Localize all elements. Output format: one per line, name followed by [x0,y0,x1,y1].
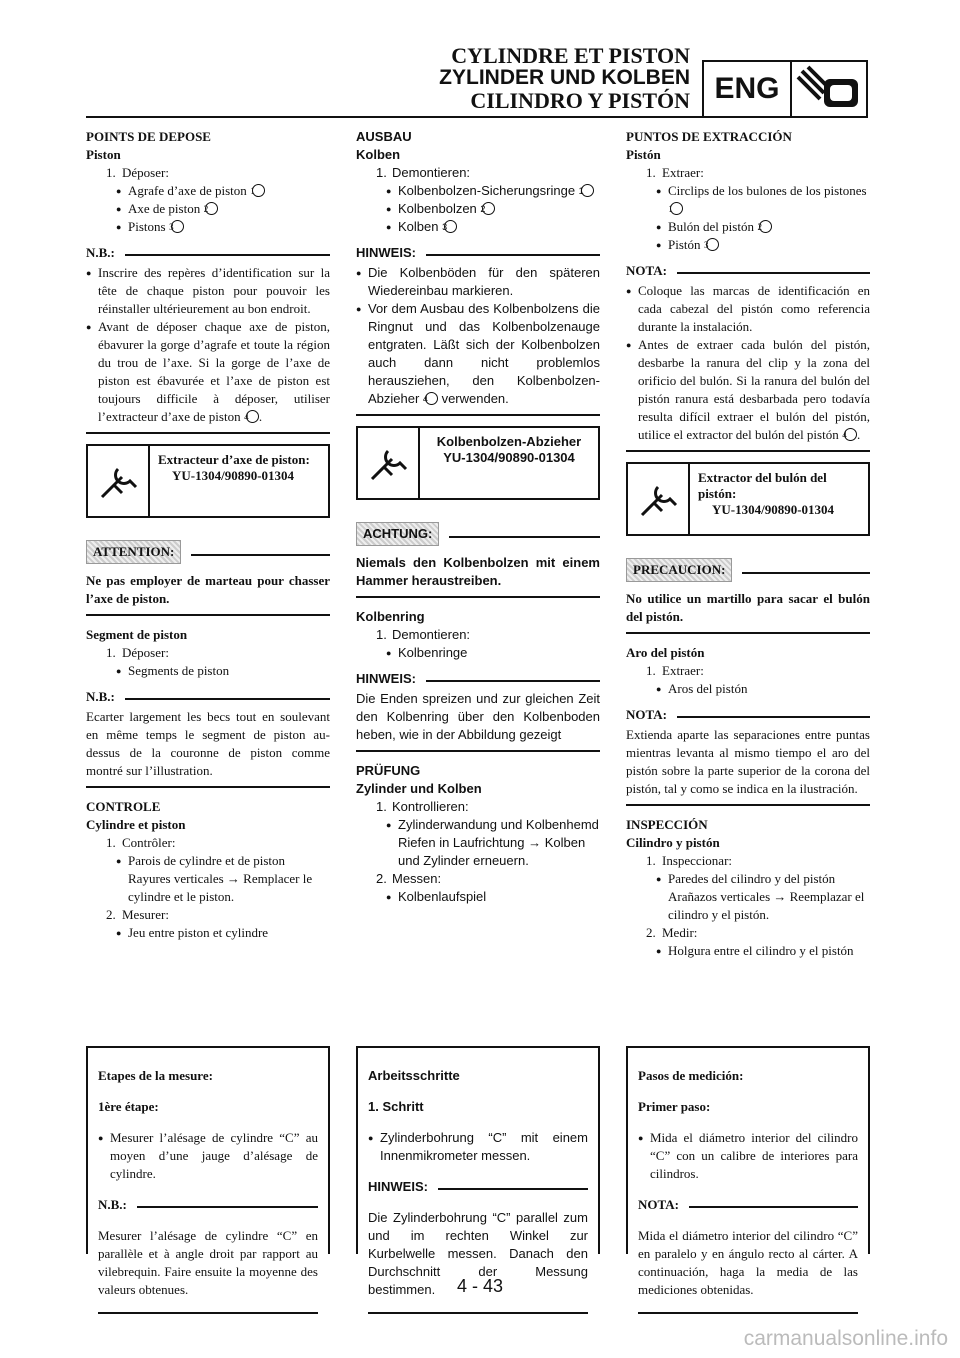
subsection-heading: Segment de piston [86,627,188,642]
caution-heading: PRECAUCION: [626,558,870,582]
title-fr: CYLINDRE ET PISTON [451,43,690,68]
list-item: ● Bulón del pistón 2 [626,218,870,236]
list-item: ● Kolbenbolzen 2 [356,200,600,218]
box-item: ● Mesurer l’alésage de cylindre “C” au moyen d’une jauge d’alésage de cylindre. [98,1129,318,1183]
note-item: ● Inscrire des repères d’identification sur la tête de chaque piston pour pouvoir les réinstaller ultérieurement au bon endroit. [86,264,330,318]
special-tool-icon [358,428,420,498]
note-heading: HINWEIS: [356,670,600,688]
box-subtitle: 1ère étape: [98,1099,159,1114]
note-text: Mesurer l’alésage de cylindre “C” en parallèle et à angle droit par rapport au vilebrequin. Faire ensuite la moyenne des valeurs obtenues. [98,1228,318,1297]
measurement-box-french [86,1046,330,1297]
step: 2. Mesurer: [106,907,169,922]
list-item: ● Paredes del cilindro y del pistón [626,870,870,888]
watermark: carmanualsonline.info [743,1327,948,1350]
subsection-heading: Kolbenring [356,609,425,624]
note-heading: NOTA: [626,262,870,280]
list-item: ● Axe de piston 2 [86,200,330,218]
list-item: ● Kolbenbolzen-Sicherungsringe 1 [356,182,600,200]
divider [638,1312,858,1314]
box-title: Etapes de la mesure: [98,1068,213,1083]
step: 1. Déposer: [106,165,169,180]
divider [86,432,330,434]
divider [86,614,330,616]
subsection-heading: Cilindro y pistón [626,835,720,850]
note-text: Extienda aparte las separaciones entre puntas mientras levanta al mismo tiempo el aro del pistón sobre la parte superior de la corona del pistón, tal y como se indica en la ilustración. [626,727,870,796]
divider [356,596,600,598]
section-heading: CONTROLE [86,799,161,814]
note-heading: N.B.: [86,688,330,706]
list-item: ● Segments de piston [86,662,330,680]
column-spanish [626,128,870,960]
tool-part-number: YU-1304/90890-01304 [443,450,575,465]
eng-section-badge [702,60,868,118]
list-item-detail: Rayures verticales → Remplacer le cylindre et le piston. [128,871,313,904]
step: 1. Demontieren: [376,165,471,180]
subsection-heading: Aro del pistón [626,645,705,660]
note-text: Die Enden spreizen und zur gleichen Zeit den Kolbenring über den Kolbenboden heben, wie in der Abbildung gezeigt [356,691,600,742]
column-french [86,128,330,942]
subsection-heading: Pistón [626,147,661,162]
step: 2. Messen: [376,871,442,886]
list-item: ● Jeu entre piston et cylindre [86,924,330,942]
tool-name: Extracteur d’axe de piston: [158,452,310,467]
header-rule [86,116,868,118]
list-item: ● Circlips de los bulones de los pistones 1 [626,182,870,218]
special-tool-box [86,444,330,518]
box-title: Pasos de medición: [638,1068,744,1083]
subsection-heading: Zylinder und Kolben [356,781,482,796]
step: 1. Demontieren: [376,627,471,642]
box-subtitle: Primer paso: [638,1099,711,1114]
list-item: ● Pistons 3 [86,218,330,236]
note-item: ● Die Kolbenböden für den späteren Wiedereinbau markieren. [356,264,600,300]
list-item: ● Aros del pistón [626,680,870,698]
title-de: ZYLINDER UND KOLBEN [439,66,690,90]
note-heading: NOTA: [626,706,870,724]
page-header [439,44,690,112]
note-item: ● Vor dem Ausbau des Kolbenbolzens die Ringnut und das Kolbenbolzenauge entgraten. Läßt sich der Kolbenbolzen auch dann nicht problemlos herausziehen, den Kolbenbolzen-Abzieher 4 verwenden. [356,300,600,408]
section-heading: PUNTOS DE EXTRACCIÓN [626,129,792,144]
caution-text: Niemals den Kolbenbolzen mit einem Hammer heraustreiben. [356,555,600,588]
section-heading: POINTS DE DEPOSE [86,129,211,144]
caution-text: Ne pas employer de marteau pour chasser l’axe de piston. [86,573,330,606]
note-item: ● Coloque las marcas de identificación en cada cabezal del pistón como referencia durante la instalación. [626,282,870,336]
list-item: ● Kolbenlaufspiel [356,888,600,906]
list-item: ● Agrafe d’axe de piston 1 [86,182,330,200]
step: 1. Déposer: [106,645,169,660]
note-heading: N.B.: [86,244,330,262]
list-item: ● Parois de cylindre et de piston [86,852,330,870]
note-heading: HINWEIS: [356,244,600,262]
tool-part-number: YU-1304/90890-01304 [172,468,295,483]
subsection-heading: Kolben [356,147,401,162]
engine-wrench-icon [792,62,866,116]
box-subtitle: 1. Schritt [368,1099,424,1114]
section-heading: PRÜFUNG [356,763,421,778]
step: 1. Inspeccionar: [646,853,733,868]
eng-label: ENG [704,62,792,116]
note-heading: NOTA: [638,1196,858,1214]
divider [626,804,870,806]
subsection-heading: Cylindre et piston [86,817,186,832]
divider [626,632,870,634]
step: 2. Medir: [646,925,698,940]
step: 1. Contrôler: [106,835,176,850]
list-item-detail: Arañazos verticales → Reemplazar el cilindro y el pistón. [668,889,865,922]
divider [98,1312,318,1314]
note-text: Die Zylinderbohrung “C” parallel zum und im rechten Winkel zur Kurbelwelle messen. Danach den Durchschnitt der Messung bestimmen. [368,1210,588,1297]
column-german [356,128,600,906]
special-tool-box [626,462,870,536]
list-item: ● Zylinderwandung und Kolbenhemd [356,816,600,834]
list-item-detail: Riefen in Laufrichtung → Kolben und Zylinder erneuern. [398,835,586,868]
note-text: Ecarter largement les becs tout en soulevant en même temps le segment de piston au-dessus de la couronne de piston comme montré sur l’illustration. [86,709,330,778]
caution-heading: ATTENTION: [86,540,330,564]
box-item: ● Mida el diámetro interior del cilindro “C” con un calibre de interiores para cilindros. [638,1129,858,1183]
step: 1. Kontrollieren: [376,799,469,814]
section-heading: INSPECCIÓN [626,817,708,832]
note-heading: HINWEIS: [368,1178,588,1196]
note-heading: N.B.: [98,1196,318,1214]
list-item: ● Kolben 3 [356,218,600,236]
divider [86,786,330,788]
box-title: Arbeitsschritte [368,1068,460,1083]
list-item: ● Pistón 3 [626,236,870,254]
caution-text: No utilice un martillo para sacar el bulón del pistón. [626,591,870,624]
measurement-box-spanish [626,1046,870,1297]
title-es: CILINDRO Y PISTÓN [470,88,690,114]
note-item: ● Antes de extraer cada bulón del pistón, desbarbe la ranura del clip y la zona del orificio del bulón. Si la ranura del bulón del pistón ranura está desbarbada pero todavía resulta difícil extraer el bulón del pistón, utilice el extractor del bulón del pistón 4 . [626,336,870,444]
divider [368,1312,588,1314]
tool-name: Extractor del bulón del pistón: [698,470,827,501]
subsection-heading: Piston [86,147,121,162]
divider [356,414,600,416]
special-tool-icon [88,446,150,516]
tool-name: Kolbenbolzen-Abzieher [436,434,582,449]
section-heading: AUSBAU [356,129,412,144]
divider [626,450,870,452]
special-tool-box [356,426,600,500]
special-tool-icon [628,464,690,534]
page-number: 4 - 43 [456,1276,504,1296]
divider [356,750,600,752]
note-item: ● Avant de déposer chaque axe de piston, ébavurer la gorge d’agrafe et toute la région du trou de l’axe. Si la gorge de l’axe de piston est ébavurée et l’axe de piston est toujours difficile à déposer, utiliser l’extracteur d’axe de piston 4 . [86,318,330,426]
note-text: Mida el diámetro interior del cilindro “C” en paralelo y en ángulo recto al cárter. A continuación, haga la media de las mediciones obtenidas. [638,1228,858,1297]
list-item: ● Holgura entre el cilindro y el pistón [626,942,870,960]
step: 1. Extraer: [646,663,704,678]
box-item: ● Zylinderbohrung “C” mit einem Innenmikrometer messen. [368,1129,588,1165]
step: 1. Extraer: [646,165,704,180]
tool-part-number: YU-1304/90890-01304 [712,502,835,517]
list-item: ● Kolbenringe [356,644,600,662]
caution-heading: ACHTUNG: [356,522,600,546]
